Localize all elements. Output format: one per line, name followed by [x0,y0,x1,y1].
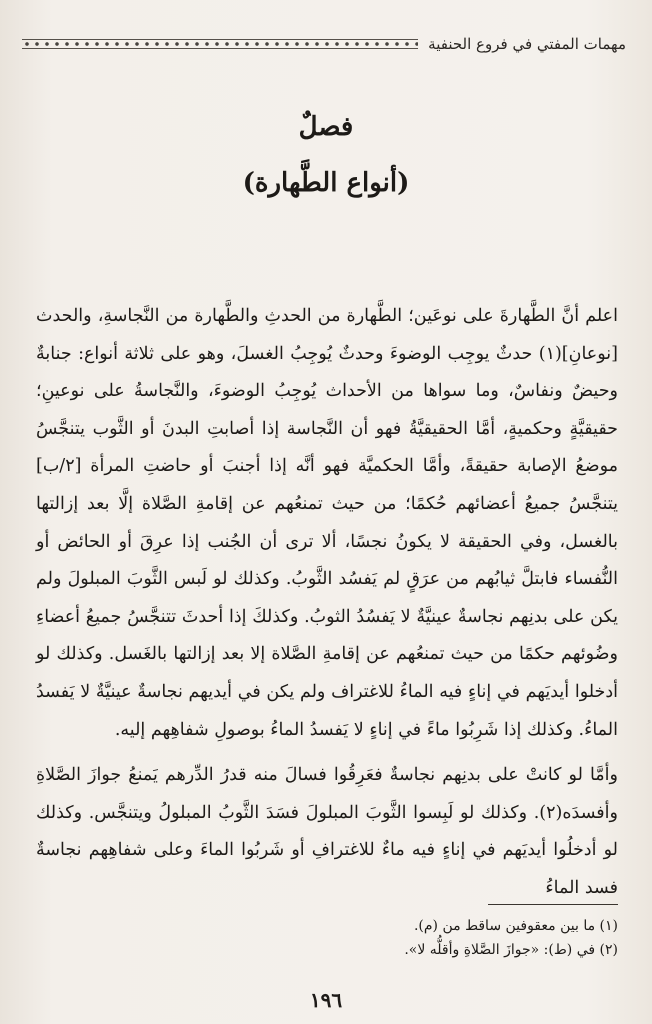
ornament-rule [22,39,418,49]
chapter-subtitle: (أنواع الطَّهارة) [242,168,410,198]
footnote-separator [488,904,618,905]
body-text [36,298,618,908]
paragraph: وأمَّا لو كانتْ على بدنِهم نجاسةٌ فعَرِقُوا فسالَ منه قدرُ الدِّرهم يَمنعُ جوازَ الصَّلاةِ وأفسدَه(٢). وكذلك لو لَبِسوا الثَّوبَ المبلولَ فسَدَ الثَّوبُ المبلولُ ويتنجَّس. وكذلك لو أدخلُوا أيديَهم في إناءٍ فيه ماءٌ للاغترافِ أو شَربُوا الماءَ وعلى شفاهِهم نجاسةٌ فسد الماءُ [36,765,618,898]
chapter-title: فصلٌ [298,112,354,142]
footnote: (١) ما بين معقوفين ساقط من (م). [413,918,618,934]
paragraph: اعلم أنَّ الطَّهارةَ على نوعَين؛ الطَّهارة من الحدثِ والطَّهارة من النَّجاسةِ، والحدث [نوعانِ](١) حدثٌ يوجِب الوضوءَ وحدثٌ يُوجِبُ الغسلَ، وهو على ثلاثة أنواع: جنابةٌ وحيضٌ ونفاسٌ، وما سواها من الأحداث يُوجِبُ الوضوءَ، والنَّجاسةُ على نوعينِ؛ حقيقيَّةٍ وحكميةٍ، أمَّا الحقيقيَّةُ فهو أن النَّجاسة إذا أصابتِ البدنَ أو الثَّوب يتنجَّسُ موضعُ الإصابة حقيقةً، وأمَّا الحكميَّة فهو أنَّه إذا أجنبَ أو حاضتِ المرأة [٢/ب] يتنجَّسُ جميعُ أعضائهم حُكمًا؛ من حيث تمنعُهم عن إقامةِ الصَّلاة إلَّا بعد إزالتها بالغسل، وفي الحقيقة لا يكونُ نجسًا، ألا ترى أن الجُنب إذا عرِقَ أو الحائض أو النُّفساء فابتلَّ ثيابُهم من عرَقٍ لم يَفسُد الثَّوبُ. وكذلك لو لَبس الثَّوبَ المبلولَ ولم يكن على بدنِهم نجاسةٌ عينيَّةٌ لا يَفسُدُ الثوبُ. وكذلكَ إذا أحدثَ تتنجَّسُ جميعُ أعضاءِ وضُوئهم حكمًا من حيث تمنعُهم عن إقامةِ الصَّلاة إلا بعد إزالتها بالغَسل. وكذلك لو أدخلوا أيديَهم في إناءٍ فيه الماءُ للاغتراف ولم يكن في أيديهم نجاسةٌ عينيَّةٌ لا يَفسدُ الماءُ. وكذلك إذا شَرِبُوا ماءً في إناءٍ لا يَفسدُ الماءُ بوصولِ شفاهِهم إليه. [36,306,618,740]
page-number: ١٩٦ [309,988,343,1012]
running-title: مهمات المفتي في فروع الحنفية [428,35,626,53]
footnote: (٢) في (ط): «جوازَ الصَّلاةِ وأقلُّه لا». [404,942,618,958]
footnotes [120,914,618,962]
running-header [22,28,626,60]
